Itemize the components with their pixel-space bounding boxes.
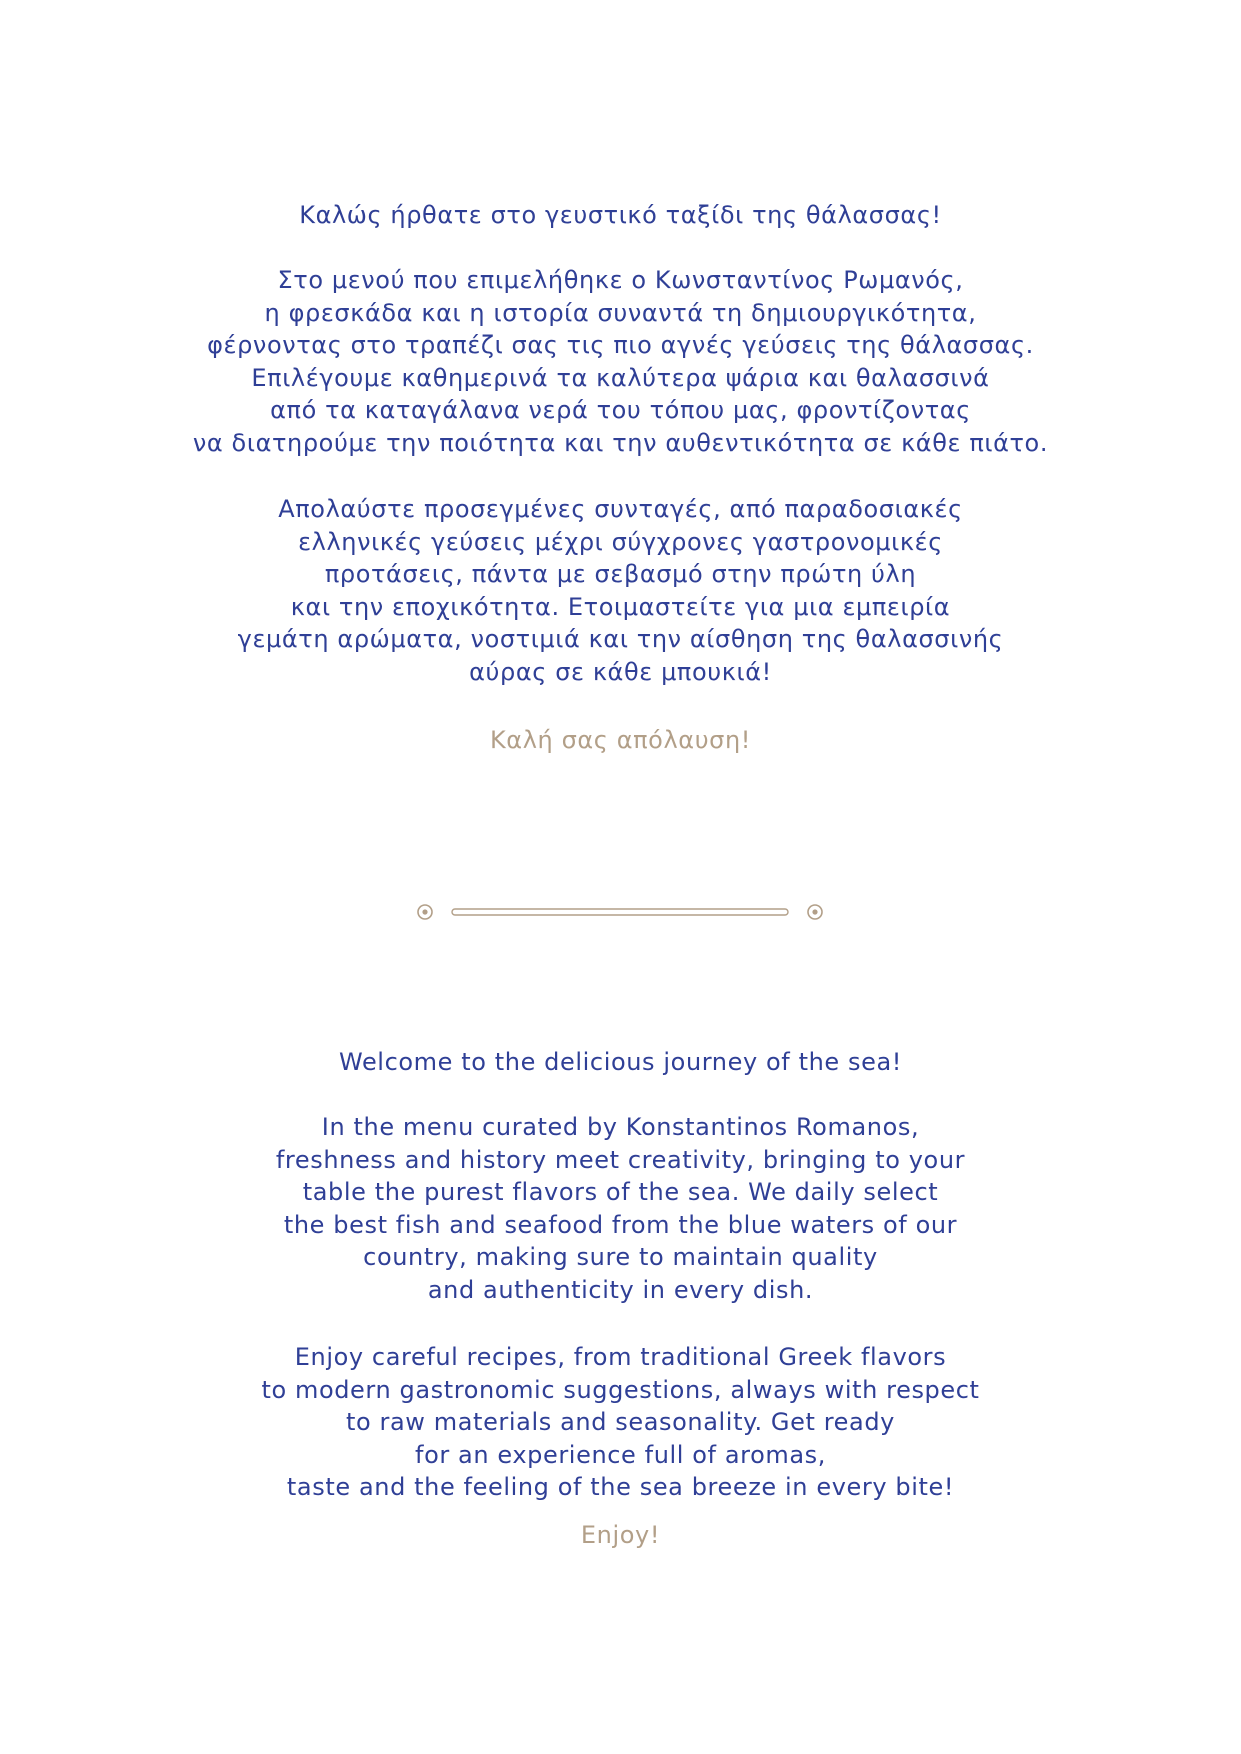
greek-p2-line: ελληνικές γεύσεις μέχρι σύγχρονες γαστρονομικές <box>298 527 943 556</box>
greek-welcome-text: Καλώς ήρθατε στο γευστικό ταξίδι της θάλασσας! <box>299 201 942 229</box>
ornamental-divider <box>410 900 830 924</box>
greek-p2-line: γεμάτη αρώματα, νοστιμιά και την αίσθηση της θαλασσινής <box>237 625 1004 654</box>
english-signoff <box>0 1519 1241 1552</box>
english-p1-line: freshness and history meet creativity, bringing to your <box>275 1145 966 1174</box>
english-welcome-text: Welcome to the delicious journey of the sea! <box>339 1048 902 1076</box>
greek-welcome-heading <box>0 199 1241 232</box>
divider-rule <box>452 909 788 915</box>
greek-p2-line: αύρας σε κάθε μπουκιά! <box>469 657 772 686</box>
english-p2-line: for an experience full of aromas, <box>415 1440 826 1469</box>
greek-p1-line: Στο μενού που επιμελήθηκε ο Κωνσταντίνος Ρωμανός, <box>277 266 964 294</box>
english-p1-line: and authenticity in every dish. <box>427 1275 814 1304</box>
greek-p1-line: η φρεσκάδα και η ιστορία συναντά τη δημιουργικότητα, <box>264 298 977 327</box>
english-p1-line: country, making sure to maintain quality <box>363 1243 878 1272</box>
english-p1-line: the best fish and seafood from the blue waters of our <box>283 1210 958 1239</box>
english-p2-line: to raw materials and seasonality. Get ready <box>346 1408 895 1437</box>
greek-p2-line: προτάσεις, πάντα με σεβασμό στην πρώτη ύλη <box>324 560 917 589</box>
english-p2-line: to modern gastronomic suggestions, always with respect <box>261 1375 980 1404</box>
english-paragraph-1 <box>0 1111 1241 1307</box>
greek-p2-line: Απολαύστε προσεγμένες συνταγές, από παραδοσιακές <box>278 495 963 523</box>
english-welcome-heading <box>0 1046 1241 1079</box>
english-p1-line: table the purest flavors of the sea. We daily select <box>302 1178 939 1207</box>
greek-p2-line: και την εποχικότητα. Ετοιμαστείτε για μια εμπειρία <box>290 592 951 621</box>
greek-p1-line: φέρνοντας στο τραπέζι σας τις πιο αγνές γεύσεις της θάλασσας. <box>207 331 1034 360</box>
english-p2-line: Enjoy careful recipes, from traditional Greek flavors <box>294 1343 947 1371</box>
greek-p1-line: να διατηρούμε την ποιότητα και την αυθεντικότητα σε κάθε πιάτο. <box>192 428 1049 457</box>
greek-paragraph-2 <box>0 493 1241 689</box>
greek-p1-line: Επιλέγουμε καθημερινά τα καλύτερα ψάρια και θαλασσινά <box>251 363 990 392</box>
english-p2-line: taste and the feeling of the sea breeze in every bite! <box>286 1473 955 1502</box>
english-paragraph-2 <box>0 1341 1241 1504</box>
greek-paragraph-1 <box>0 264 1241 460</box>
divider-right-dot-icon <box>808 905 822 919</box>
greek-p1-line: από τα καταγάλανα νερά του τόπου μας, φροντίζοντας <box>270 396 971 425</box>
greek-signoff-text: Καλή σας απόλαυση! <box>489 726 752 754</box>
divider-left-dot-icon <box>418 905 432 919</box>
english-p1-line: In the menu curated by Konstantinos Romanos, <box>321 1113 920 1141</box>
greek-signoff <box>0 724 1241 757</box>
english-signoff-text: Enjoy! <box>580 1521 661 1549</box>
